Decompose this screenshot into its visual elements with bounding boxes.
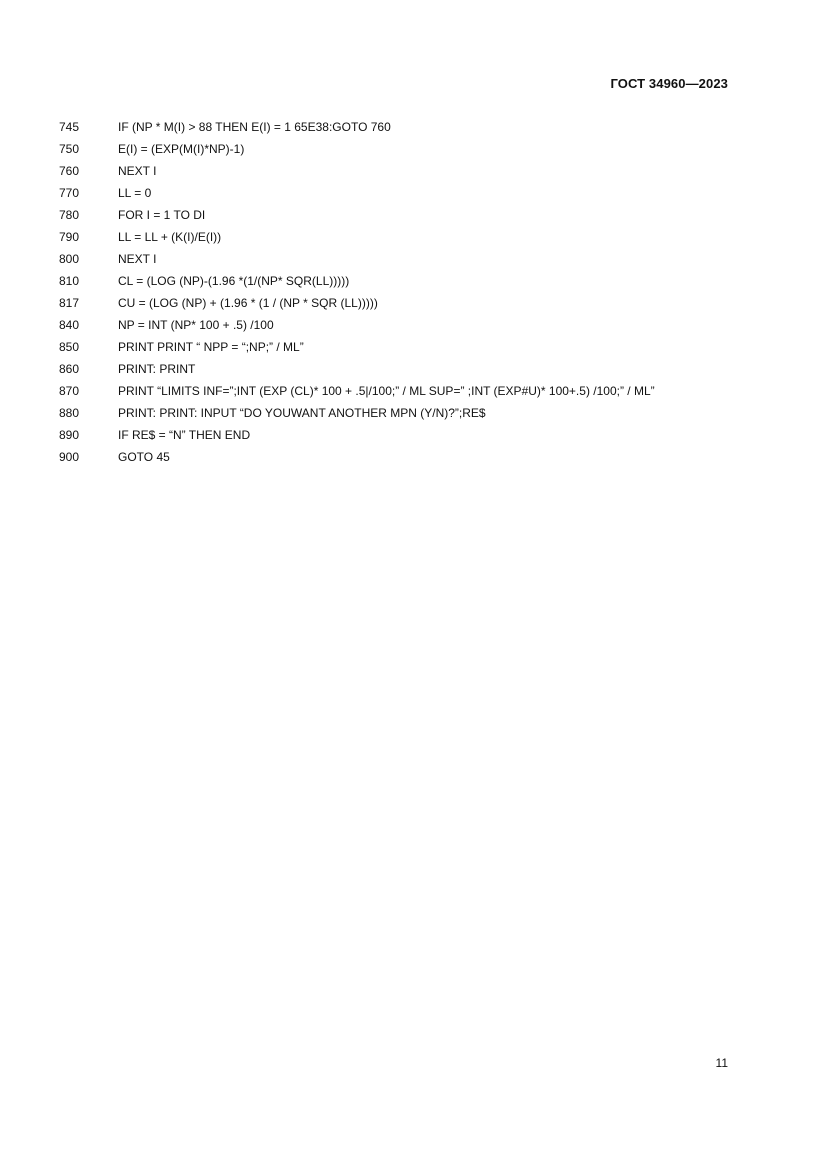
code-line [59, 361, 759, 383]
code-line [59, 405, 759, 427]
code-line [59, 273, 759, 295]
line-code: PRINT: PRINT [118, 362, 196, 376]
line-code: NP = INT (NP* 100 + .5) /100 [118, 318, 274, 332]
code-line [59, 207, 759, 229]
line-number: 840 [59, 318, 80, 332]
line-code: LL = LL + (K(I)/E(I)) [118, 230, 222, 244]
code-line [59, 449, 759, 471]
line-number: 900 [59, 450, 80, 464]
code-line [59, 185, 759, 207]
line-number: 760 [59, 164, 80, 178]
line-number: 750 [59, 142, 80, 156]
code-line [59, 163, 759, 185]
line-code: IF (NP * M(I) > 88 THEN E(I) = 1 65E38:GOTO 760 [118, 120, 391, 134]
line-code: FOR I = 1 TO DI [118, 208, 206, 222]
line-number: 780 [59, 208, 80, 222]
line-code: PRINT: PRINT: INPUT “DO YOUWANT ANOTHER MPN (Y/N)?”;RE$ [118, 406, 486, 420]
line-number: 817 [59, 296, 80, 310]
line-code: NEXT I [118, 252, 157, 266]
line-number: 890 [59, 428, 80, 442]
code-line [59, 119, 759, 141]
code-line [59, 141, 759, 163]
code-listing [59, 119, 759, 471]
code-line [59, 383, 759, 405]
page-header-standard: ГОСТ 34960—2023 [610, 76, 728, 91]
code-line [59, 317, 759, 339]
line-code: E(I) = (EXP(M(I)*NP)-1) [118, 142, 245, 156]
code-line [59, 295, 759, 317]
code-line [59, 251, 759, 273]
page-number: 11 [715, 1056, 728, 1070]
line-code: LL = 0 [118, 186, 152, 200]
line-number: 880 [59, 406, 80, 420]
line-code: PRINT PRINT “ NPP = “;NP;” / ML” [118, 340, 304, 354]
line-code: PRINT “LIMITS INF=”;INT (EXP (CL)* 100 + .5|/100;” / ML SUP=” ;INT (EXP#U)* 100+.5) /100;” / ML” [118, 384, 655, 398]
line-number: 850 [59, 340, 80, 354]
line-code: GOTO 45 [118, 450, 170, 464]
line-number: 770 [59, 186, 80, 200]
line-code: IF RE$ = “N” THEN END [118, 428, 251, 442]
line-number: 745 [59, 120, 80, 134]
line-number: 810 [59, 274, 80, 288]
line-number: 790 [59, 230, 80, 244]
line-code: CL = (LOG (NP)-(1.96 *(1/(NP* SQR(LL))))) [118, 274, 350, 288]
code-line [59, 229, 759, 251]
line-code: NEXT I [118, 164, 157, 178]
code-line [59, 427, 759, 449]
line-number: 860 [59, 362, 80, 376]
line-code: CU = (LOG (NP) + (1.96 * (1 / (NP * SQR (LL))))) [118, 296, 378, 310]
line-number: 800 [59, 252, 80, 266]
code-line [59, 339, 759, 361]
line-number: 870 [59, 384, 80, 398]
